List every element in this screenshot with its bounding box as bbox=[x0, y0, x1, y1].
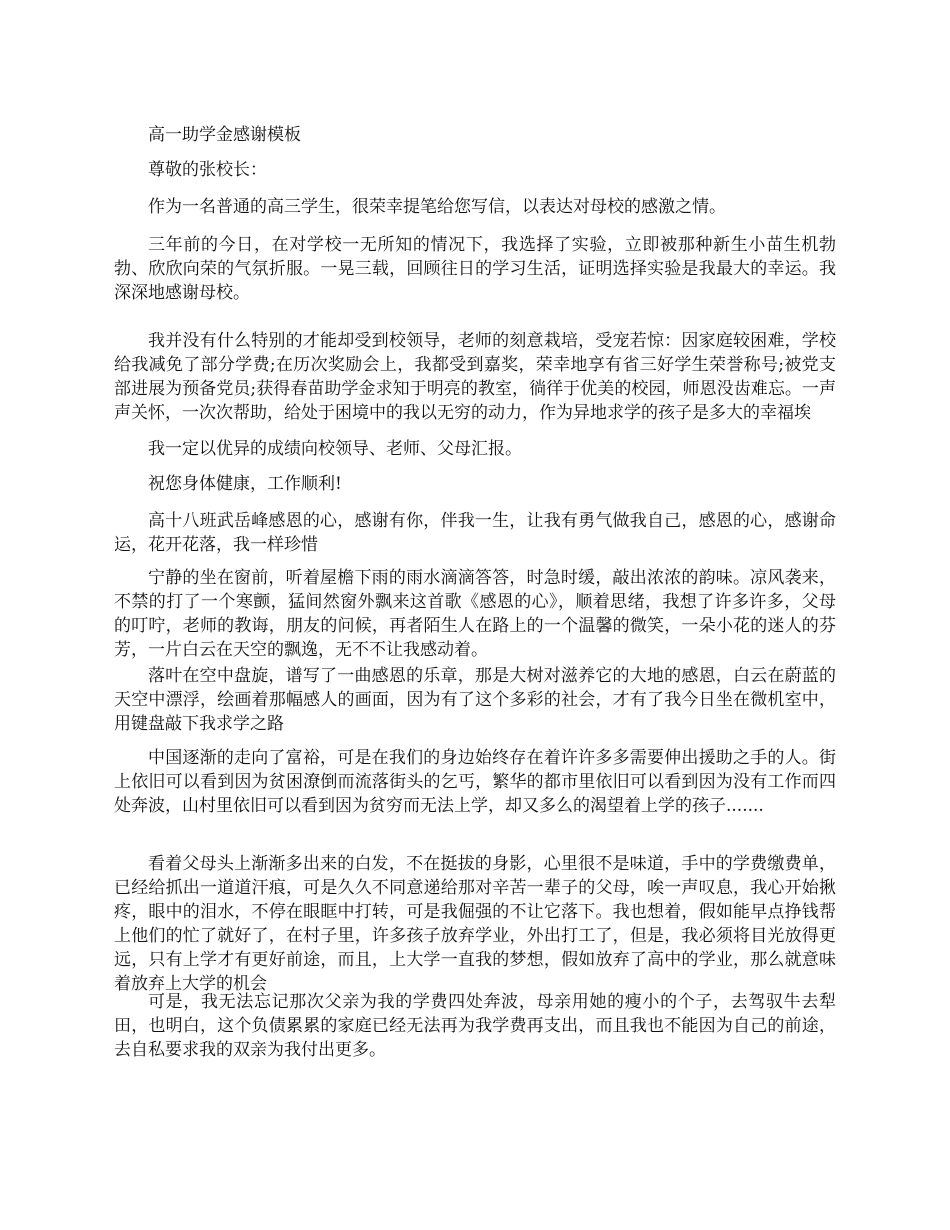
document-title: 高一助学金感谢模板 bbox=[148, 125, 301, 145]
paragraph-2: 三年前的今日，在对学校一无所知的情况下，我选择了实验，立即被那种新生小苗生机勃勃、欣欣向荣的气氛折服。一晃三载，回顾往日的学习生活，证明选择实验是我最大的幸运。我深深地感谢母校。 bbox=[114, 235, 836, 303]
paragraph-4: 我一定以优异的成绩向校领导、老师、父母汇报。 bbox=[148, 439, 522, 459]
greeting: 尊敬的张校长： bbox=[148, 160, 267, 180]
paragraph-1: 作为一名普通的高三学生，很荣幸提笔给您写信，以表达对母校的感激之情。 bbox=[148, 197, 726, 217]
paragraph-7: 宁静的坐在窗前，听着屋檐下雨的雨水滴滴答答，时急时缓，敲出浓浓的韵味。凉风袭来，不禁的打了一个寒颤，猛间然窗外飘来这首歌《感恩的心》，顺着思绪，我想了许多许多，父母的叮咛，老师的教诲，朋友的问候，再者陌生人在路上的一个温馨的微笑，一朵小花的迷人的芬芳，一片白云在天空的飘逸，无不不让我感动着。 bbox=[114, 568, 836, 660]
paragraph-3: 我并没有什么特别的才能却受到校领导，老师的刻意栽培，受宠若惊：因家庭较困难，学校给我减免了部分学费;在历次奖励会上，我都受到嘉奖，荣幸地享有省三好学生荣誉称号;被党支部进展为预备党员;获得春苗助学金求知于明亮的教室，徜徉于优美的校园，师恩没齿难忘。一声声关怀，一次次帮助，给处于困境中的我以无穷的动力，作为异地求学的孩子是多大的幸福埃 bbox=[114, 331, 836, 423]
paragraph-11: 可是，我无法忘记那次父亲为我的学费四处奔波，母亲用她的瘦小的个子，去驾驭牛去犁田，也明白，这个负债累累的家庭已经无法再为我学费再支出，而且我也不能因为自己的前途，去自私要求我的双亲为我付出更多。 bbox=[114, 992, 836, 1060]
paragraph-9: 中国逐渐的走向了富裕，可是在我们的身边始终存在着许许多多需要伸出援助之手的人。街上依旧可以看到因为贫困潦倒而流落街头的乞丐，繁华的都市里依旧可以看到因为没有工作而四处奔波，山村里依旧可以看到因为贫穷而无法上学，却又多么的渴望着上学的孩子....... bbox=[114, 748, 836, 816]
paragraph-6: 高十八班武岳峰感恩的心，感谢有你，伴我一生，让我有勇气做我自己，感恩的心，感谢命运，花开花落，我一样珍惜 bbox=[114, 511, 836, 555]
paragraph-10: 看着父母头上渐渐多出来的白发，不在挺拔的身影，心里很不是味道，手中的学费缴费单，已经给抓出一道道汗痕，可是久久不同意递给那对辛苦一辈子的父母，唉一声叹息，我心开始揪疼，眼中的泪水，不停在眼眶中打转，可是我倔强的不让它落下。我也想着，假如能早点挣钱帮上他们的忙了就好了，在村子里，许多孩子放弃学业，外出打工了，但是，我必须将目光放得更远，只有上学才有更好前途，而且，上大学一直我的梦想，假如放弃了高中的学业，那么就意味着放弃上大学的机会 bbox=[114, 854, 836, 994]
paragraph-8: 落叶在空中盘旋，谱写了一曲感恩的乐章，那是大树对滋养它的大地的感恩，白云在蔚蓝的天空中漂浮，绘画着那幅感人的画面，因为有了这个多彩的社会，才有了我今日坐在微机室中，用键盘敲下我求学之路 bbox=[114, 666, 836, 734]
paragraph-5: 祝您身体健康，工作顺利! bbox=[148, 474, 342, 494]
